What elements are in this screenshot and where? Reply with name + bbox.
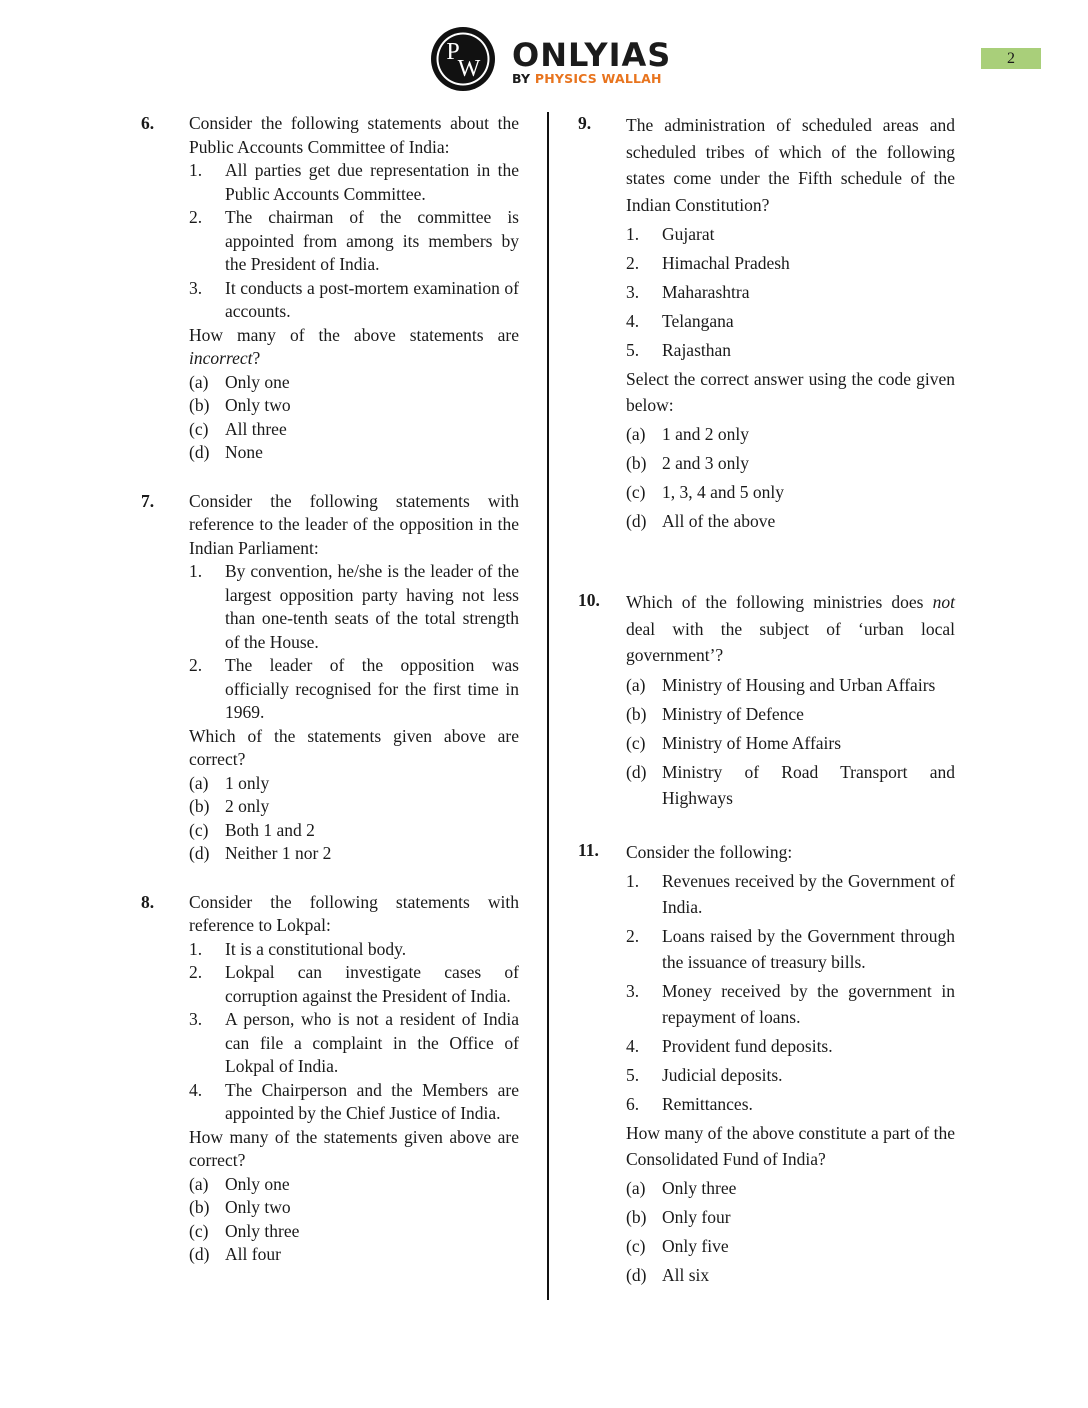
statement-item: 4. Telangana	[626, 311, 734, 331]
brand-logo	[512, 38, 671, 86]
question-number: 9.	[578, 113, 592, 133]
question-text: Consider the following:	[626, 841, 793, 862]
question-text: Consider the following statements about the Public Accounts Committee of India:	[189, 113, 519, 157]
brand-subtitle-accent: PHYSICS WALLAH	[534, 71, 662, 86]
statement-item: 3. Money received by the government in repayment of loans.	[626, 981, 955, 1027]
page-number: 2	[981, 48, 1041, 69]
option-item: (b) 2 and 3 only	[626, 453, 750, 473]
option-item: (c) Only five	[626, 1236, 729, 1256]
option-item: (b) Ministry of Defence	[626, 703, 804, 724]
statement-item: 2. The leader of the opposition was officially recognised for the first time in 1969.	[189, 655, 519, 722]
statement-item: 2. The chairman of the committee is appointed from among its members by the President of India.	[189, 207, 519, 274]
statement-item: 2. Lokpal can investigate cases of corruption against the President of India.	[189, 962, 519, 1006]
option-item: (c) Ministry of Home Affairs	[626, 732, 842, 753]
right-column	[578, 112, 955, 1291]
statement-item: 3. A person, who is not a resident of India can file a complaint in the Office of Lokpal of India.	[189, 1009, 519, 1076]
statement-item: 5. Judicial deposits.	[626, 1065, 783, 1085]
left-column	[141, 112, 519, 1267]
statement-item: 5. Rajasthan	[626, 340, 732, 360]
option-item: (a) Ministry of Housing and Urban Affairs	[626, 674, 936, 695]
column-divider	[547, 112, 549, 1300]
question-text: Consider the following statements with reference to Lokpal:	[189, 891, 519, 935]
option-item: (b) 2 only	[189, 796, 270, 816]
brand-name: ONLYIAS	[512, 36, 672, 74]
statement-item: 2. Himachal Pradesh	[626, 253, 790, 273]
option-item: (b) Only two	[189, 395, 291, 415]
question-prompt: Select the correct answer using the code given below:	[626, 369, 955, 415]
option-item: (d) All six	[626, 1265, 710, 1285]
option-item: (d) All four	[189, 1244, 281, 1264]
question-number: 10.	[578, 590, 600, 610]
svg-text:W: W	[457, 56, 481, 82]
question-8	[141, 891, 519, 1267]
question-prompt: Which of the statements given above are correct?	[189, 725, 519, 769]
option-item: (d) Ministry of Road Transport and Highways	[626, 761, 955, 808]
question-text: Consider the following statements with reference to the leader of the opposition in the Indian Parliament:	[189, 490, 519, 558]
option-item: (a) 1 and 2 only	[626, 424, 750, 444]
option-item: (b) Only four	[626, 1207, 731, 1227]
option-item: (d) Neither 1 nor 2	[189, 843, 332, 863]
option-item: (c) All three	[189, 418, 287, 439]
statement-item: 1. By convention, he/she is the leader of the largest opposition party having not less than one-tenth seats of the total strength of the House.	[189, 561, 519, 652]
statement-item: 1. Revenues received by the Government of India.	[626, 871, 955, 917]
statement-item: 1. All parties get due representation in the Public Accounts Committee.	[189, 160, 519, 204]
question-prompt: How many of the above statements are incorrect?	[189, 324, 519, 368]
question-text: The administration of scheduled areas and scheduled tribes of which of the following states come under the Fifth schedule of the Indian Constitution?	[626, 115, 955, 215]
option-item: (a) Only three	[626, 1178, 737, 1198]
question-number: 8.	[141, 891, 155, 912]
question-text: Which of the following ministries does not deal with the subject of ‘urban local government’?	[626, 592, 955, 665]
option-item: (a) Only one	[189, 371, 290, 392]
question-prompt: How many of the statements given above are correct?	[189, 1126, 519, 1170]
page-header	[0, 0, 1088, 100]
statement-item: 4. The Chairperson and the Members are appointed by the Chief Justice of India.	[189, 1079, 519, 1123]
option-item: (d) All of the above	[626, 511, 776, 531]
svg-text:P: P	[446, 39, 460, 65]
option-item: (b) Only two	[189, 1197, 291, 1217]
statement-item: 1. It is a constitutional body.	[189, 938, 407, 959]
option-item: (d) None	[189, 442, 263, 462]
brand-subtitle: BY PHYSICS WALLAH	[512, 71, 662, 86]
question-11	[578, 839, 955, 1289]
option-item: (a) 1 only	[189, 772, 270, 793]
statement-item: 6. Remittances.	[626, 1094, 753, 1114]
statement-item: 3. Maharashtra	[626, 282, 750, 302]
option-item: (c) 1, 3, 4 and 5 only	[626, 482, 785, 502]
statement-item: 3. It conducts a post-mortem examination of accounts.	[189, 277, 519, 321]
statement-item: 2. Loans raised by the Government through the issuance of treasury bills.	[626, 926, 955, 972]
question-6	[141, 112, 519, 465]
statement-item: 4. Provident fund deposits.	[626, 1036, 833, 1056]
question-7	[141, 490, 519, 866]
statement-item: 1. Gujarat	[626, 224, 715, 244]
question-9	[578, 112, 955, 534]
question-number: 7.	[141, 490, 155, 511]
pw-logo-icon	[430, 26, 496, 92]
question-number: 6.	[141, 113, 155, 133]
option-item: (c) Both 1 and 2	[189, 819, 315, 840]
option-item: (a) Only one	[189, 1173, 290, 1194]
option-item: (c) Only three	[189, 1220, 300, 1241]
question-prompt: How many of the above constitute a part of the Consolidated Fund of India?	[626, 1123, 955, 1169]
question-number: 11.	[578, 839, 599, 860]
question-10	[578, 589, 955, 811]
